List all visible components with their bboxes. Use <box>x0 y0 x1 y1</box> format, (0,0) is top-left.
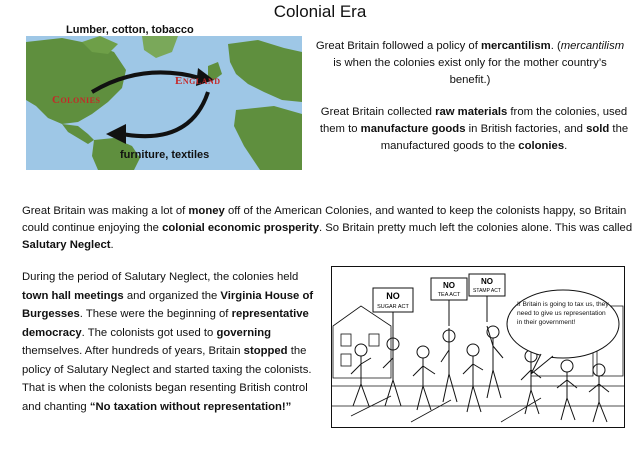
tea-sign-act: TEA ACT <box>437 292 461 298</box>
map-label-exports: Lumber, cotton, tobacco <box>66 24 194 36</box>
raw-materials-paragraph: Great Britain collected raw materials from the colonies, used them to manufacture goods in British factories, and sold the manufactured goods to the colonies. <box>319 106 629 152</box>
representation-paragraph: During the period of Salutary Neglect, the colonies held town hall meetings and organized the Virginia House of Burgesses. These were the beginning of representative democracy. The colonists got used to governing themselves. After hundreds of years, Britain stopped the policy of Salutary Neglect and started taxing the colonists. That is when the colonists began resenting British control and chanting “No taxation without representation!” <box>22 271 314 413</box>
tea-sign-no: NO <box>443 281 455 290</box>
page-title: Colonial Era <box>273 2 367 21</box>
speech-bubble-text: If Britain is going to tax us, they need to give us representation in their government! <box>517 301 609 326</box>
map-label-england: England <box>175 75 221 87</box>
map-label-colonies: Colonies <box>52 94 101 106</box>
salutary-neglect-paragraph: Great Britain was making a lot of money off of the American Colonies, and wanted to keep the colonists happy, so Britain could continue enjoying the colonial economic prosperity. So Britain pretty much left the colonies alone. This was called Salutary Neglect. <box>22 205 633 251</box>
mercantilism-paragraph: Great Britain followed a policy of mercantilism. (mercantilism is when the colonies exist only for the mother country’s benefit.) <box>315 40 625 86</box>
stamp-sign-act: STAMP ACT <box>473 288 501 294</box>
map-label-imports: furniture, textiles <box>120 149 210 161</box>
stamp-sign-no: NO <box>481 277 493 286</box>
sugar-sign-no: NO <box>386 291 400 301</box>
sugar-sign-act: SUGAR ACT <box>377 304 409 310</box>
